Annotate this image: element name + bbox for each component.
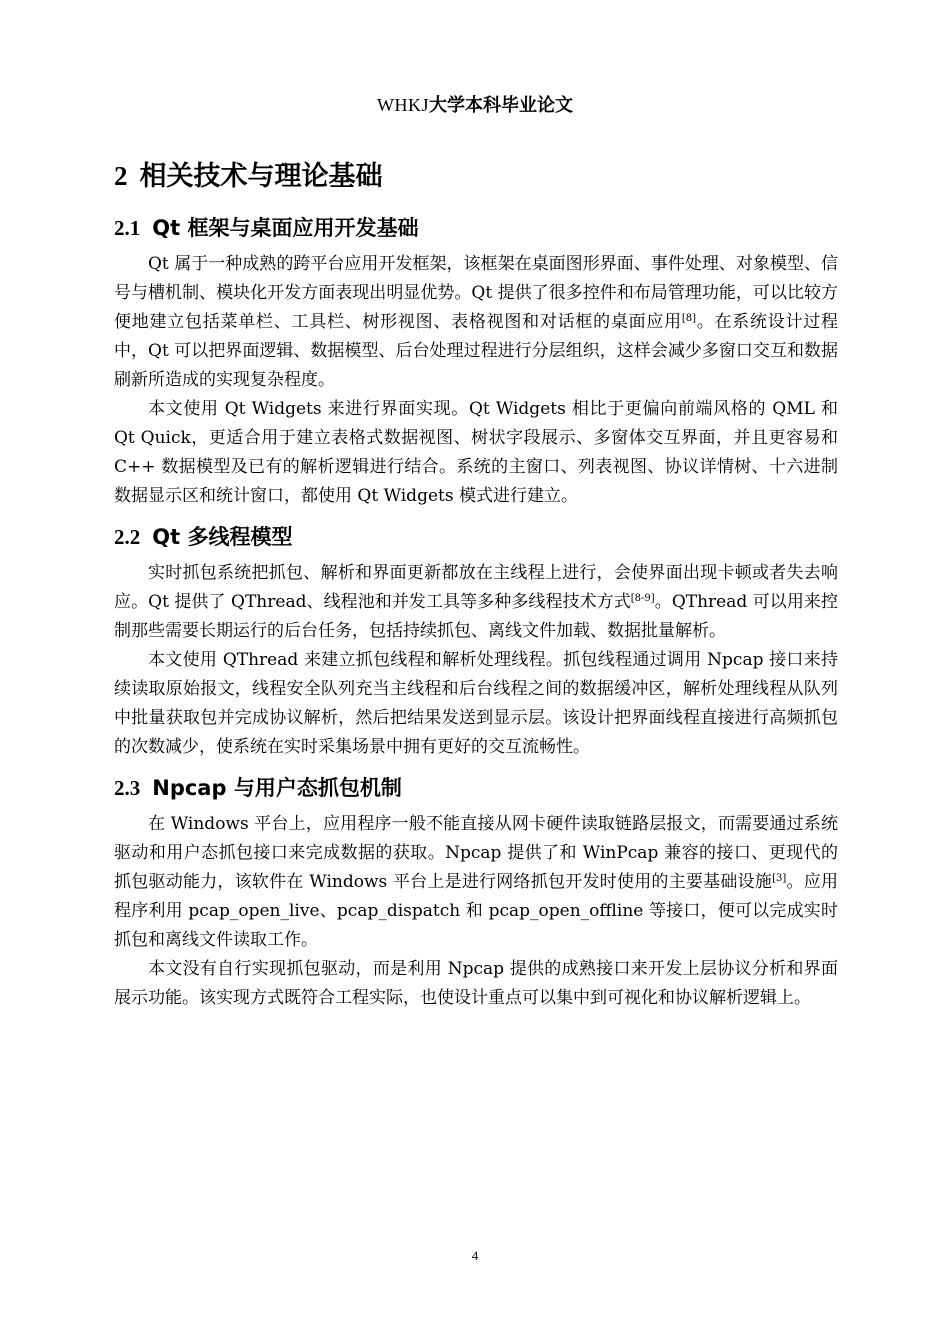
section-title: Qt 框架与桌面应用开发基础 (152, 216, 419, 240)
paragraph (114, 646, 838, 762)
paragraph-text: 。QThread 可以用来控制那些需要长期运行的后台任务，包括持续抓包、离线文件加载、数据批量解析。 (114, 592, 838, 641)
chapter-heading (114, 156, 838, 196)
paragraph (114, 395, 838, 511)
chapter-title: 相关技术与理论基础 (139, 161, 383, 192)
paragraph-text: 本文没有自行实现抓包驱动，而是利用 Npcap 提供的成熟接口来开发上层协议分析和界面展示功能。该实现方式既符合工程实际，也使设计重点可以集中到可视化和协议解析逻辑上。 (114, 959, 838, 1008)
section-heading-2-1 (114, 210, 838, 246)
section-title: Qt 多线程模型 (152, 525, 293, 549)
header-institution: WHKJ (377, 95, 429, 115)
citation: [8-9] (630, 593, 655, 604)
section-number: 2.2 (114, 525, 141, 549)
section-number: 2.3 (114, 776, 141, 800)
page-number: 4 (471, 1248, 479, 1263)
paragraph (114, 810, 838, 955)
running-header (0, 92, 950, 119)
paragraph-text: 在 Windows 平台上，应用程序一般不能直接从网卡硬件读取链路层报文，而需要通过系统驱动和用户态抓包接口来完成数据的获取。Npcap 提供了和 WinPcap 兼容的接口、更现代的抓包驱动能力，该软件在 Windows 平台上是进行网络抓包开发时使用的主要基础设施 (114, 814, 838, 892)
citation: [8] (681, 313, 697, 324)
section-number: 2.1 (114, 216, 141, 240)
header-thesis-label: 大学本科毕业论文 (429, 95, 573, 116)
section-heading-2-3 (114, 770, 838, 806)
body-content (114, 156, 838, 1013)
paragraph-text: 本文使用 QThread 来建立抓包线程和解析处理线程。抓包线程通过调用 Npcap 接口来持续读取原始报文，线程安全队列充当主线程和后台线程之间的数据缓冲区，解析处理线程从队列中批量获取包并完成协议解析，然后把结果发送到显示层。该设计把界面线程直接进行高频抓包的次数减少，使系统在实时采集场景中拥有更好的交互流畅性。 (114, 650, 838, 757)
paragraph (114, 955, 838, 1013)
paragraph-text: 实时抓包系统把抓包、解析和界面更新都放在主线程上进行，会使界面出现卡顿或者失去响应。Qt 提供了 QThread、线程池和并发工具等多种多线程技术方式 (114, 563, 838, 612)
paragraph-text: Qt 属于一种成熟的跨平台应用开发框架，该框架在桌面图形界面、事件处理、对象模型、信号与槽机制、模块化开发方面表现出明显优势。Qt 提供了很多控件和布局管理功能，可以比较方便地建立包括菜单栏、工具栏、树形视图、表格视图和对话框的桌面应用 (114, 254, 838, 332)
section-heading-2-2 (114, 519, 838, 555)
paragraph-text: 。在系统设计过程中，Qt 可以把界面逻辑、数据模型、后台处理过程进行分层组织，这样会减少多窗口交互和数据刷新所造成的实现复杂程度。 (114, 312, 839, 390)
paragraph (114, 559, 838, 646)
citation: [3] (772, 873, 787, 884)
paragraph (114, 250, 838, 395)
section-title: Npcap 与用户态抓包机制 (152, 776, 402, 800)
paragraph-text: 本文使用 Qt Widgets 来进行界面实现。Qt Widgets 相比于更偏向前端风格的 QML 和 Qt Quick，更适合用于建立表格式数据视图、树状字段展示、多窗体交互界面，并且更容易和 C++ 数据模型及已有的解析逻辑进行结合。系统的主窗口、列表视图、协议详情树、十六进制数据显示区和统计窗口，都使用 Qt Widgets 模式进行建立。 (114, 399, 838, 506)
chapter-number: 2 (114, 161, 128, 191)
paragraph-text: 。应用程序利用 pcap_open_live、pcap_dispatch 和 pcap_open_offline 等接口，便可以完成实时抓包和离线文件读取工作。 (114, 872, 838, 950)
